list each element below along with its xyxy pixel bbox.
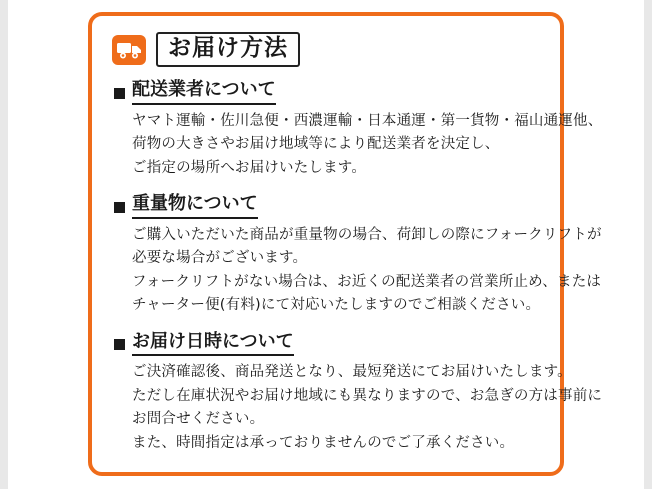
section-carrier-head	[114, 79, 542, 105]
body-line: ただし在庫状況やお届け地域にも異なりますので、お急ぎの方は事前に	[132, 387, 603, 404]
body-line: フォークリフトがない場合は、お近くの配送業者の営業所止め、または	[132, 273, 602, 290]
section-delivery-datetime-head	[114, 331, 542, 357]
section-carrier-title: 配送業者について	[132, 79, 276, 105]
body-line: お問合せください。	[132, 411, 265, 428]
bullet-square-icon	[114, 202, 125, 213]
section-heavy-goods	[114, 193, 602, 317]
body-line: 必要な場合がございます。	[132, 250, 308, 267]
section-carrier-body	[132, 110, 603, 180]
bullet-square-icon	[114, 88, 125, 99]
page-title-box	[156, 32, 300, 67]
body-line: チャーター便(有料)にて対応いたしますのでご相談ください。	[132, 297, 541, 314]
section-heavy-goods-title: 重量物について	[132, 193, 258, 219]
delivery-truck-icon	[112, 35, 146, 65]
section-delivery-datetime-title: お届け日時について	[132, 331, 294, 357]
body-line: ご購入いただいた商品が重量物の場合、荷卸しの際にフォークリフトが	[132, 226, 602, 243]
body-line: ご決済確認後、商品発送となり、最短発送にてお届けいたします。	[132, 364, 572, 381]
section-heavy-goods-head	[114, 193, 542, 219]
right-letterbox-band	[644, 0, 652, 489]
bullet-square-icon	[114, 339, 125, 350]
body-line: ご指定の場所へお届けいたします。	[132, 159, 367, 176]
body-line: 荷物の大きさやお届け地域等により配送業者を決定し、	[132, 136, 500, 153]
card-header	[112, 32, 542, 67]
section-carrier	[114, 79, 603, 180]
left-letterbox-band	[0, 0, 8, 489]
section-heavy-goods-body	[132, 224, 602, 318]
delivery-info-card	[88, 12, 603, 476]
section-delivery-datetime-body	[132, 361, 603, 455]
body-line: また、時間指定は承っておりませんのでご了承ください。	[132, 434, 515, 451]
body-line: ヤマト運輸・佐川急便・西濃運輸・日本通運・第一貨物・福山通運他、	[132, 112, 603, 129]
page-title: お届け方法	[168, 35, 288, 61]
section-delivery-datetime	[114, 330, 603, 455]
